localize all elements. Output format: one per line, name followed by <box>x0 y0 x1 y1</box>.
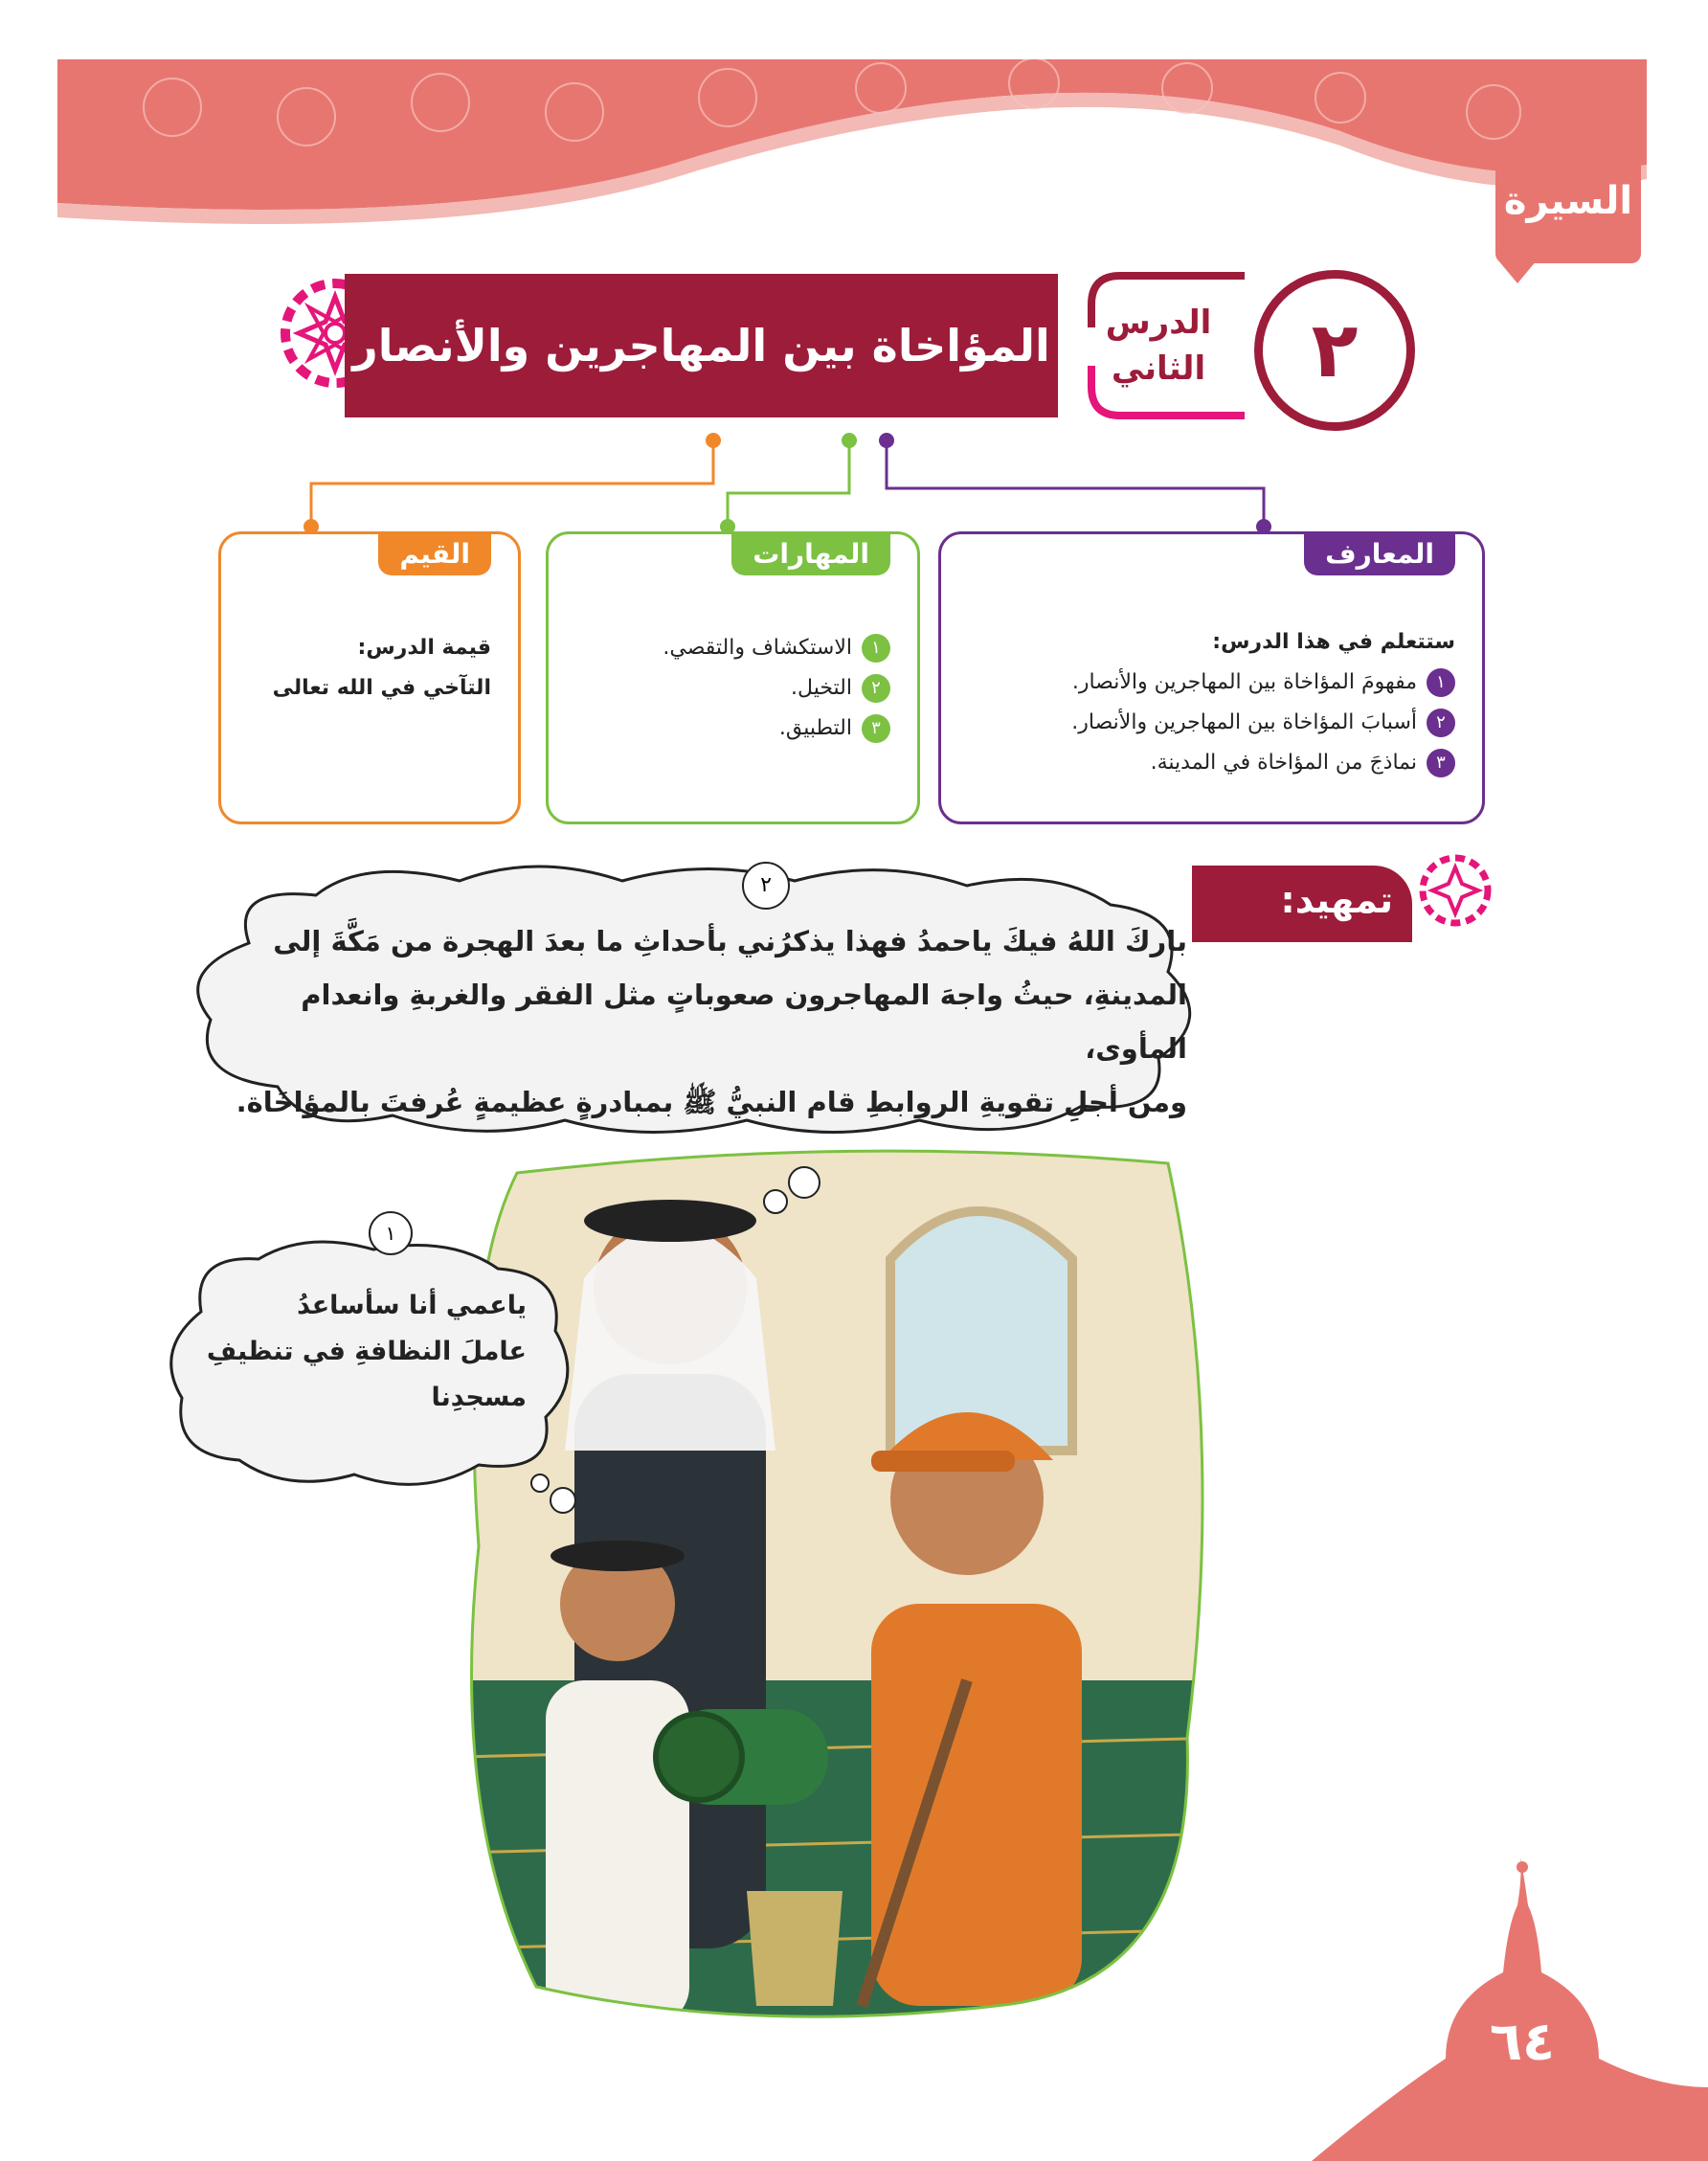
knowledge-body <box>964 622 1455 783</box>
lesson-label-line2: الثاني <box>1111 349 1206 388</box>
lesson-label-line1: الدرس <box>1105 304 1212 342</box>
page-number: ٦٤ <box>1489 2011 1556 2073</box>
thought-dots <box>527 1470 584 1518</box>
small-rosette-icon <box>1417 852 1494 929</box>
bubble2-text <box>220 914 1187 1129</box>
skills-item <box>572 709 890 749</box>
skills-item-text: الاستكشاف والتقصي. <box>663 636 852 660</box>
bubble1-text <box>206 1283 527 1421</box>
knowledge-card <box>938 531 1485 824</box>
item-number-badge: ٢ <box>1427 709 1455 737</box>
section-label: السيرة <box>1503 179 1633 223</box>
bubble2-line1: باركَ اللهُ فيكَ ياحمدُ فهذا يذكرُني بأحداثِ ما بعدَ الهجرة من مَكَّةَ إلى <box>273 925 1187 957</box>
header-decorative-band <box>57 59 1647 236</box>
item-number-badge: ٣ <box>1427 749 1455 777</box>
bubble1-line1: ياعمي أنا سأساعدُ <box>297 1291 527 1320</box>
knowledge-intro: ستتعلم في هذا الدرس: <box>1212 630 1455 654</box>
bubble2-number: ٢ <box>742 862 790 910</box>
knowledge-item-text: نماذجَ من المؤاخاة في المدينة. <box>1150 751 1417 775</box>
knowledge-heading: المعارف <box>1304 532 1455 575</box>
bubble1-number: ١ <box>369 1211 413 1255</box>
item-number-badge: ١ <box>1427 668 1455 697</box>
knowledge-item <box>964 703 1455 743</box>
bubble1-line2: عاملَ النظافةِ في تنظيفِ <box>206 1337 527 1366</box>
skills-item-text: التطبيق. <box>778 716 852 740</box>
values-card <box>218 531 521 824</box>
bubble1-line3: مسجدِنا <box>431 1383 527 1412</box>
section-tab <box>1495 148 1641 263</box>
skills-card <box>546 531 920 824</box>
bubble2-line2: المدينةِ، حيثُ واجهَ المهاجرون صعوباتٍ مثل الفقر والغربةِ وانعدام المأوى، <box>301 979 1187 1065</box>
skills-item-text: التخيل. <box>791 676 852 700</box>
section-tab-pointer <box>1498 260 1537 283</box>
knowledge-item-text: مفهومَ المؤاخاة بين المهاجرين والأنصار. <box>1071 670 1417 694</box>
skills-heading: المهارات <box>731 532 890 575</box>
footer-dome-decoration <box>1312 1848 1708 2161</box>
knowledge-item <box>964 663 1455 703</box>
item-number-badge: ٣ <box>862 714 890 743</box>
lesson-number: ٢ <box>1311 305 1359 394</box>
knowledge-item <box>964 743 1455 783</box>
values-line2: التآخي في الله تعالى <box>272 676 491 700</box>
values-line1: قيمة الدرس: <box>357 636 491 660</box>
values-body <box>244 628 491 709</box>
item-number-badge: ١ <box>862 634 890 663</box>
lesson-tag-frame <box>1082 270 1254 423</box>
lesson-number-badge <box>1254 270 1415 431</box>
values-heading: القيم <box>378 532 491 575</box>
bubble2-line3: ومن أجلِ تقويةِ الروابطِ قام النبيُّ ﷺ بمبادرةٍ عظيمةٍ عُرفتَ بالمؤاخَاة. <box>236 1086 1187 1118</box>
knowledge-item-text: أسبابَ المؤاخاة بين المهاجرين والأنصار. <box>1071 710 1417 734</box>
intro-heading: تمهيد: <box>1280 879 1393 921</box>
skills-body <box>572 628 890 749</box>
item-number-badge: ٢ <box>862 674 890 703</box>
illustration-helping-cleaner <box>460 1144 1225 2025</box>
lesson-title: المؤاخاة بين المهاجرين والأنصار <box>352 320 1050 371</box>
skills-item <box>572 628 890 668</box>
lesson-title-bar <box>345 274 1058 417</box>
skills-item <box>572 668 890 709</box>
